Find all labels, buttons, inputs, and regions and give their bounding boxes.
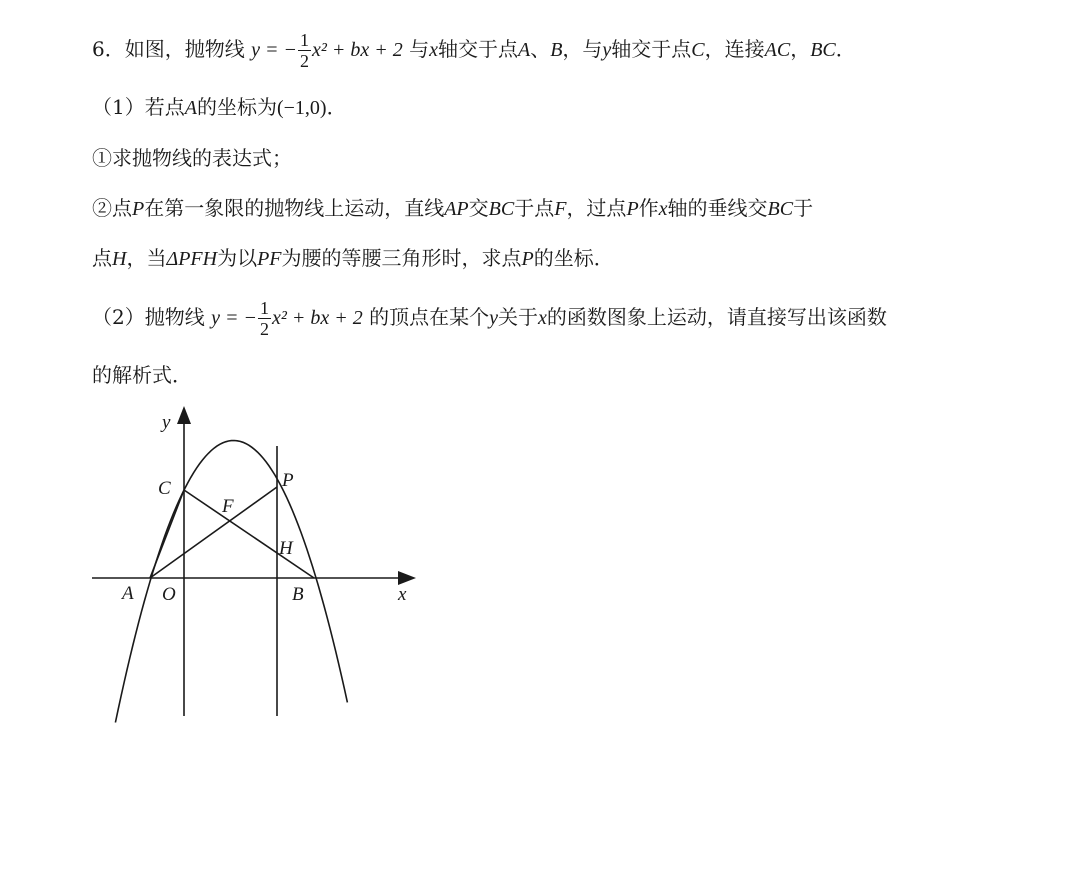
x-axis-arrow bbox=[398, 571, 416, 585]
part-2-line-1: （2）抛物线 y = − $\frac{1}{2}$ x² + bx + 2 的顶点在某个y关于x的函数图象上运动，请直接写出该函数 bbox=[92, 298, 887, 339]
label-point-a: A bbox=[122, 583, 134, 604]
fraction: $\frac{1}{2}$ bbox=[259, 298, 269, 339]
y-axis-arrow bbox=[177, 406, 191, 424]
label-y-axis: y bbox=[162, 412, 171, 433]
parabola-curve bbox=[115, 441, 347, 723]
label-point-b: B bbox=[292, 584, 304, 605]
part-1-statement: （1）若点A的坐标为(−1,0)． bbox=[92, 95, 347, 119]
label-point-p: P bbox=[282, 470, 294, 491]
label-point-c: C bbox=[158, 478, 171, 499]
label-x-axis: x bbox=[398, 584, 407, 605]
segment-ac bbox=[150, 490, 184, 578]
label-point-f: F bbox=[222, 496, 234, 517]
problem-statement: 6．如图，抛物线 y = − $\frac{1}{2}$ x² + bx + 2 与x轴交于点A、B，与y轴交于点C，连接AC，BC． bbox=[92, 30, 856, 71]
part-2-line-2: 的解析式． bbox=[92, 363, 192, 387]
segment-bc bbox=[184, 490, 314, 578]
question-1: ①求抛物线的表达式； bbox=[92, 146, 292, 170]
fraction: $\frac{1}{2}$ bbox=[299, 30, 309, 71]
parabola-figure bbox=[86, 404, 426, 724]
question-2-line-2: 点H，当ΔPFH为以PF为腰的等腰三角形时，求点P的坐标． bbox=[92, 246, 614, 270]
segment-ap bbox=[150, 487, 277, 578]
question-2-line-1: ②点P在第一象限的抛物线上运动，直线AP交BC于点F，过点P作x轴的垂线交BC于 bbox=[92, 196, 814, 220]
label-point-o: O bbox=[162, 584, 176, 605]
label-point-h: H bbox=[279, 538, 293, 559]
